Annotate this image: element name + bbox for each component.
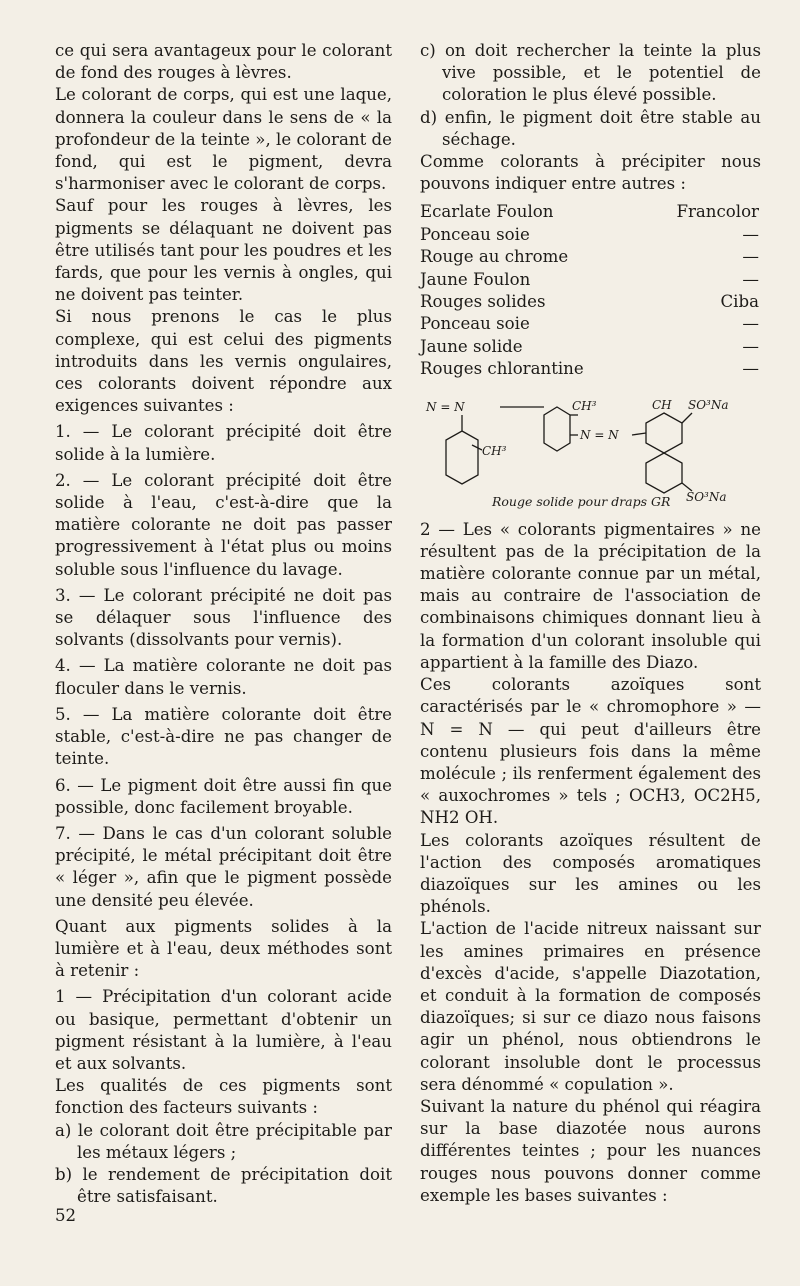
factor-item: a) le colorant doit être précipitable par les métaux légers ; [55, 1120, 392, 1162]
paragraph: Ces colorants azoïques sont caractérisés par le « chromophore » —N = N — qui peut d'ailleurs être contenu plusieurs fois dans la même molécule ; ils renferment également des « auxochromes » tels ; OCH3, OC2H5, NH2 OH. [420, 675, 761, 828]
azo-dye-structure [420, 393, 761, 511]
dye-name: Ecarlate Foulon [420, 202, 554, 222]
dye-maker: Francolor [676, 202, 759, 222]
dye-row [420, 269, 761, 291]
dye-name: Rouges solides [420, 292, 546, 312]
formula-label: SO³Na [686, 489, 727, 504]
left-column [55, 40, 392, 1208]
paragraph: 2 — Les « colorants pigmentaires » ne résultent pas de la précipitation de la matière colorante connue par un métal, mais au contraire de l'association de combinaisons chimiques donnant lieu à la formation d'un colorant insoluble qui appartient à la famille des Diazo. [420, 519, 761, 672]
dye-row [420, 246, 761, 268]
naphthalene-ring [646, 413, 682, 453]
paragraph: L'action de l'acide nitreux naissant sur les amines primaires en présence d'excès d'acide, s'appelle Diazotation, et conduit à la formation de composés diazoïques; si sur ce diazo nous faisons agir un phénol, nous obtiendrons le colorant insoluble dont le processus sera dénommé « copulation ». [420, 919, 761, 1094]
dye-name: Rouges chlorantine [420, 359, 584, 379]
paragraph: Les colorants azoïques résultent de l'action des composés aromatiques diazoïques sur les amines ou les phénols. [420, 830, 761, 917]
page-number: 52 [55, 1206, 77, 1225]
paragraph: Sauf pour les rouges à lèvres, les pigments se délaquant ne doivent pas être utilisés tant pour les poudres et les fards, que pour les vernis à ongles, qui ne doivent pas teinter. [55, 196, 392, 305]
dye-maker: — [742, 359, 759, 379]
paragraph: Suivant la nature du phénol qui réagira sur la base diazotée nous aurons différentes teintes ; pour les nuances rouges nous pouvons donner comme exemple les bases suivantes : [420, 1096, 761, 1205]
requirement-item: 7. — Dans le cas d'un colorant soluble précipité, le métal précipitant doit être « léger », afin que le pigment possède une densité peu élevée. [55, 823, 392, 910]
dye-row [420, 201, 761, 223]
dye-maker: — [742, 269, 759, 289]
dye-name: Ponceau soie [420, 314, 530, 334]
dye-name: Rouge au chrome [420, 247, 569, 267]
method-item: 1 — Précipitation d'un colorant acide ou basique, permettant d'obtenir un pigment résistant à la lumière, à l'eau et aux solvants. [55, 987, 392, 1073]
factor-item: c) on doit rechercher la teinte la plus vive possible, et le potentiel de coloration le plus élevé possible. [420, 41, 761, 105]
paragraph: Le colorant de corps, qui est une laque, donnera la couleur dans le sens de « la profondeur de la teinte », le colorant de fond, qui est le pigment, devra s'harmoniser avec le colorant de corps. [55, 85, 392, 194]
dye-name: Jaune Foulon [420, 269, 531, 289]
formula-label: SO³Na [688, 397, 729, 412]
formula-label: CH³ [482, 443, 507, 458]
dye-maker: — [742, 224, 759, 244]
dye-maker: Ciba [720, 292, 759, 312]
dye-row [420, 224, 761, 246]
dye-row [420, 336, 761, 358]
bond [472, 445, 482, 450]
formula-label: N = N [426, 399, 465, 414]
structural-formula [420, 393, 761, 511]
benzene-ring [446, 431, 478, 484]
formula-caption: Rouge solide pour draps GR [492, 493, 671, 509]
naphthalene-ring [646, 453, 682, 493]
dye-name: Jaune solide [420, 336, 523, 356]
factor-item: d) enfin, le pigment doit être stable au séchage. [420, 107, 761, 149]
formula-label: CH [652, 397, 672, 412]
requirement-item: 6. — Le pigment doit être aussi fin que possible, donc facilement broyable. [55, 775, 392, 817]
paragraph: Les qualités de ces pigments sont fonction des facteurs suivants : [55, 1076, 392, 1118]
factor-item: b) le rendement de précipitation doit être satisfaisant. [55, 1164, 392, 1207]
dye-row [420, 313, 761, 335]
bond [682, 413, 692, 423]
formula-label: CH³ [572, 398, 597, 413]
dye-row [420, 291, 761, 313]
requirement-item: 2. — Le colorant précipité doit être solide à l'eau, c'est-à-dire que la matière colorante ne doit pas passer progressivement à l'état plus ou moins soluble sous l'influence du lavage. [55, 470, 392, 579]
bond [632, 433, 646, 435]
dye-row [420, 358, 761, 380]
dye-maker: — [742, 247, 759, 267]
dye-maker: — [742, 314, 759, 334]
requirement-item: 1. — Le colorant précipité doit être solide à la lumière. [55, 422, 392, 464]
requirement-item: 5. — La matière colorante doit être stable, c'est-à-dire ne pas changer de teinte. [55, 704, 392, 769]
dye-table [420, 201, 761, 380]
dye-maker: — [742, 336, 759, 356]
paragraph: Quant aux pigments solides à la lumière et à l'eau, deux méthodes sont à retenir : [55, 916, 392, 981]
paragraph: ce qui sera avantageux pour le colorant de fond des rouges à lèvres. [55, 41, 392, 83]
formula-label: N = N [580, 427, 619, 442]
benzene-ring [544, 407, 570, 451]
dye-name: Ponceau soie [420, 224, 530, 244]
requirement-item: 4. — La matière colorante ne doit pas floculer dans le vernis. [55, 656, 392, 698]
paragraph: Si nous prenons le cas le plus complexe, qui est celui des pigments introduits dans les vernis ongulaires, ces colorants doivent répondre aux exigences suivantes : [55, 307, 392, 416]
paragraph: Comme colorants à précipiter nous pouvons indiquer entre autres : [420, 152, 761, 194]
requirement-item: 3. — Le colorant précipité ne doit pas se délaquer sous l'influence des solvants (dissolvants pour vernis). [55, 585, 392, 650]
right-column [420, 40, 761, 1207]
